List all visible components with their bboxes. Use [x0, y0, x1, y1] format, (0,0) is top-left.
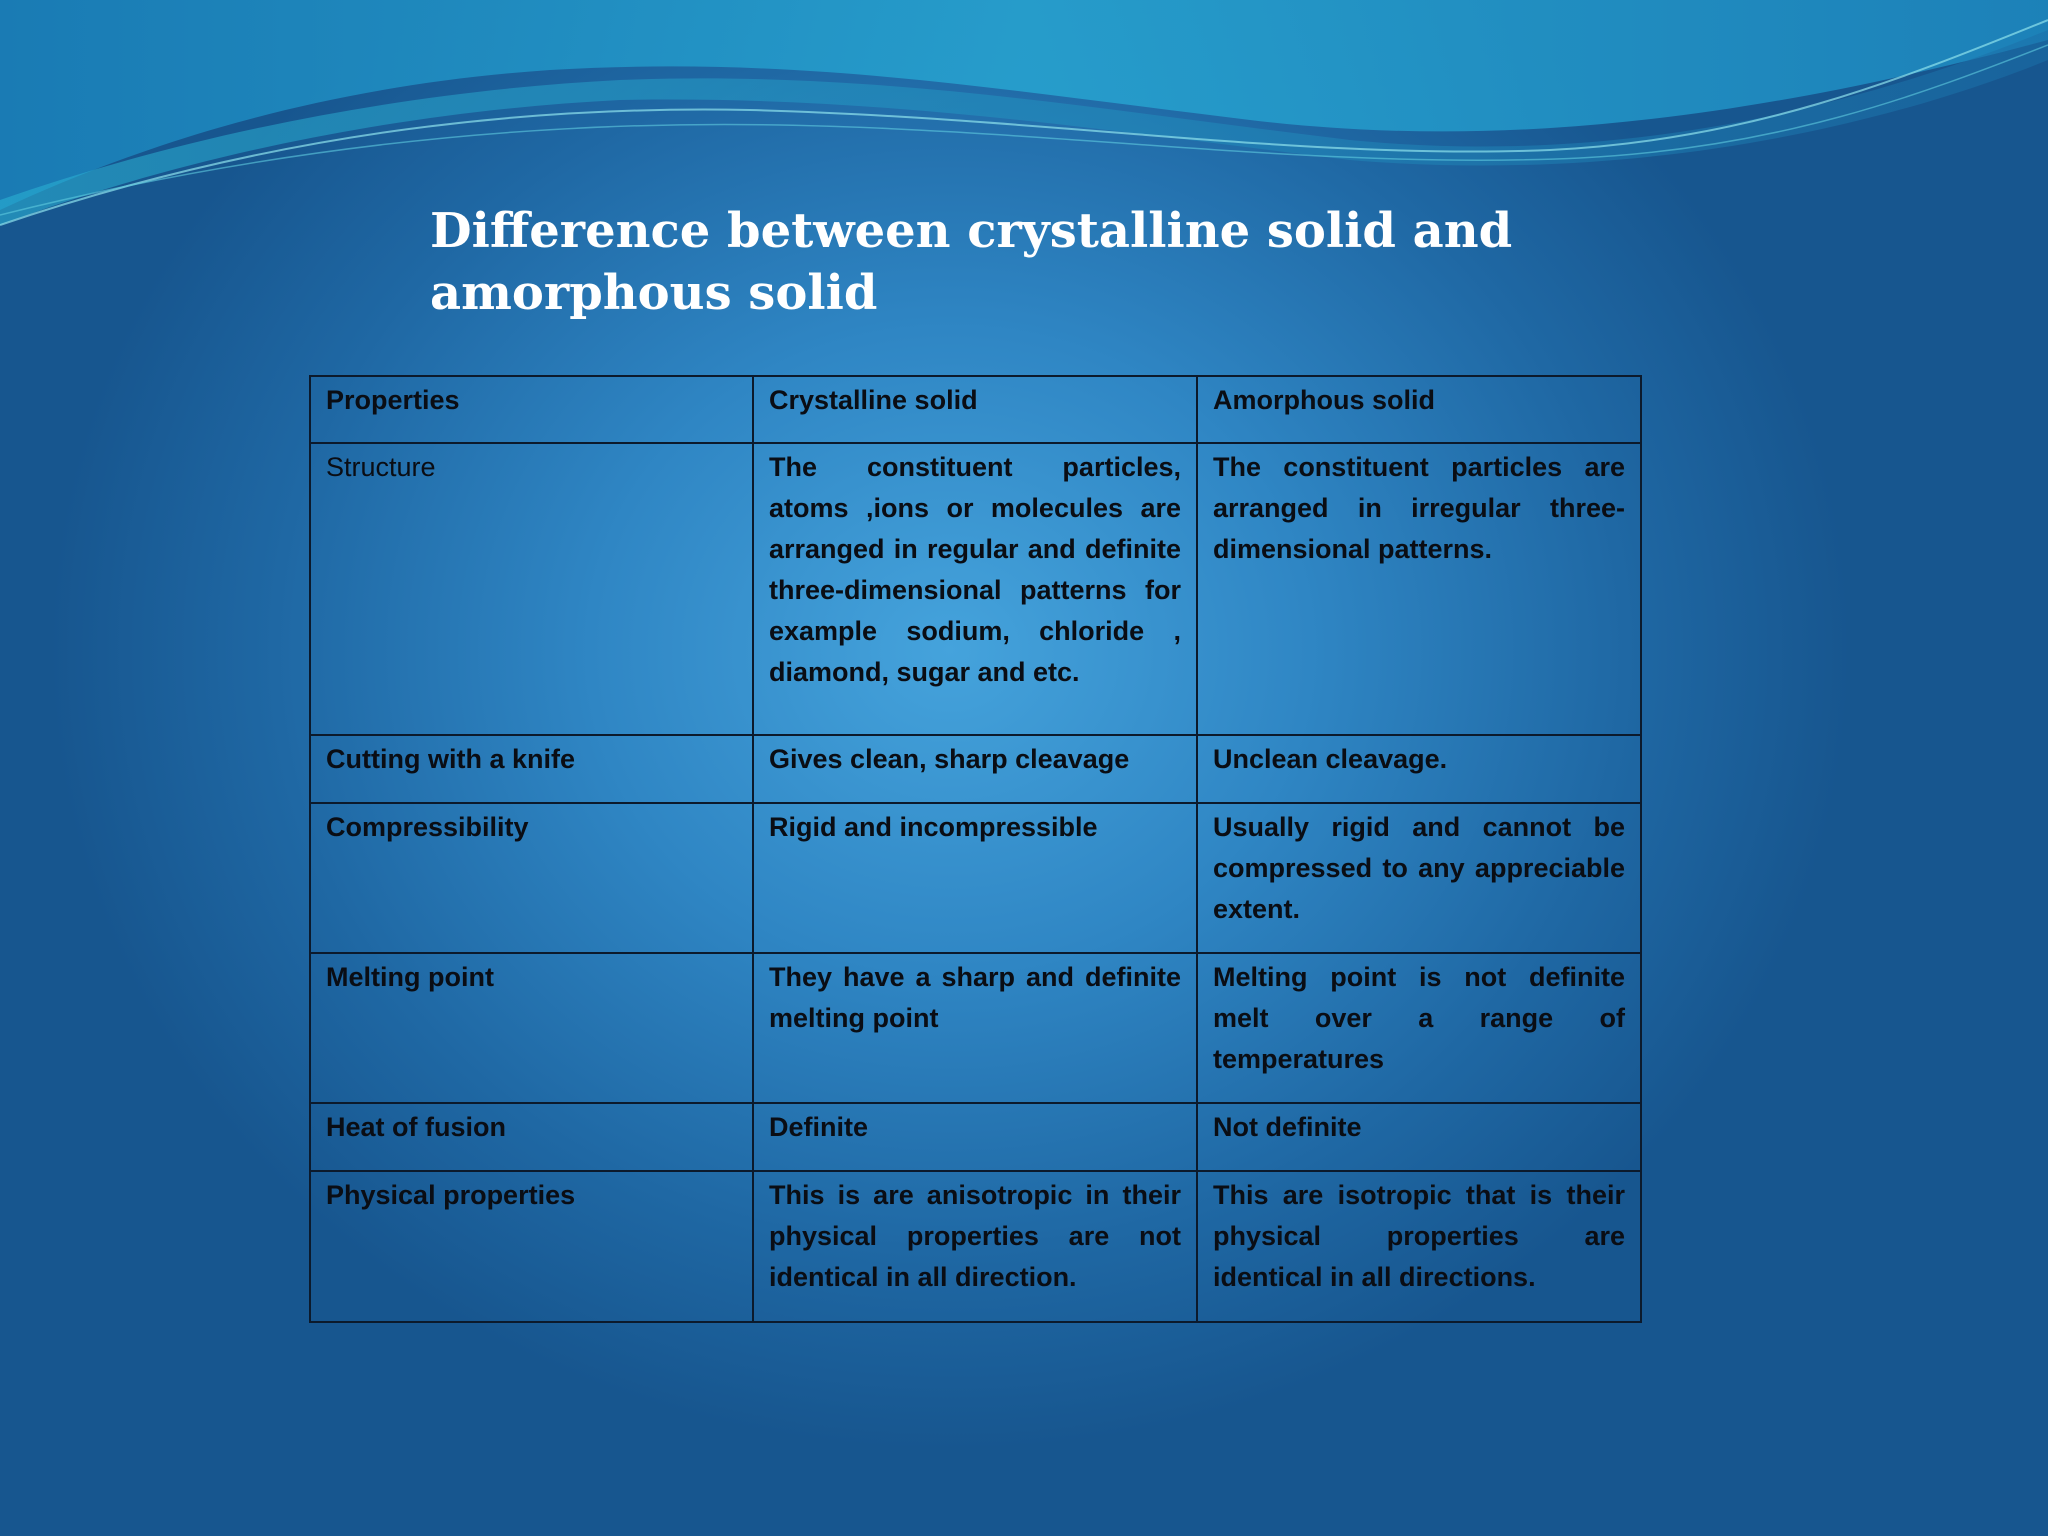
amorphous-cell: Not definite: [1197, 1103, 1641, 1171]
table-row: [310, 1103, 1641, 1171]
crystalline-cell: Rigid and incompressible: [753, 803, 1197, 953]
crystalline-cell: They have a sharp and definite melting point: [753, 953, 1197, 1103]
amorphous-cell: Melting point is not definite melt over a range of temperatures: [1197, 953, 1641, 1103]
crystalline-cell: The constituent particles, atoms ,ions or molecules are arranged in regular and definite three-dimensional patterns for example sodium, chloride , diamond, sugar and etc.: [753, 443, 1197, 735]
table-row: [310, 803, 1641, 953]
amorphous-cell: Unclean cleavage.: [1197, 735, 1641, 803]
comparison-table: [309, 375, 1642, 1323]
property-cell: Melting point: [310, 953, 753, 1103]
header-amorphous-solid: Amorphous solid: [1197, 376, 1641, 443]
table-row: [310, 1171, 1641, 1322]
slide-title: [430, 200, 1530, 324]
table-header-row: [310, 376, 1641, 443]
table-row: [310, 953, 1641, 1103]
amorphous-cell: Usually rigid and cannot be compressed to any appreciable extent.: [1197, 803, 1641, 953]
table-row: [310, 443, 1641, 735]
crystalline-cell: Gives clean, sharp cleavage: [753, 735, 1197, 803]
amorphous-cell: This are isotropic that is their physical properties are identical in all directions.: [1197, 1171, 1641, 1322]
crystalline-cell: This is are anisotropic in their physical properties are not identical in all direction.: [753, 1171, 1197, 1322]
slide-title-line-1: Difference between crystalline solid and: [430, 203, 1513, 259]
property-cell: Physical properties: [310, 1171, 753, 1322]
property-cell: Cutting with a knife: [310, 735, 753, 803]
header-crystalline-solid: Crystalline solid: [753, 376, 1197, 443]
slide-title-line-2: amorphous solid: [430, 265, 878, 321]
header-properties: Properties: [310, 376, 753, 443]
amorphous-cell: The constituent particles are arranged in irregular three-dimensional patterns.: [1197, 443, 1641, 735]
property-cell: Structure: [310, 443, 753, 735]
crystalline-cell: Definite: [753, 1103, 1197, 1171]
property-cell: Heat of fusion: [310, 1103, 753, 1171]
table-row: [310, 735, 1641, 803]
property-cell: Compressibility: [310, 803, 753, 953]
